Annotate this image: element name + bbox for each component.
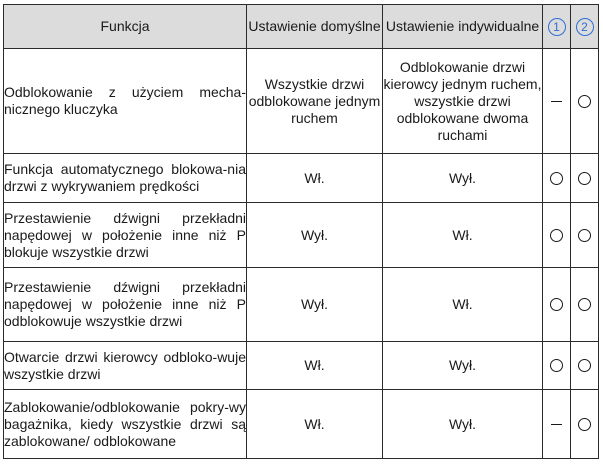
method-1-cell [543,390,571,459]
function-cell: Otwarcie drzwi kierowcy odbloko-wuje wszystkie drzwi [4,342,247,390]
dash-icon [551,101,562,102]
header-default-setting: Ustawienie domyślne [247,5,383,49]
customization-settings-table [3,4,599,459]
individual-setting-cell: Odblokowanie drzwi kierowcy jednym ruchem, wszystkie drzwi odblokowane dwoma ruchami [383,49,543,154]
circle-icon [550,359,563,372]
individual-setting-cell: Wł. [383,268,543,342]
individual-setting-cell: Wył. [383,390,543,459]
default-setting-cell: Wył. [247,268,383,342]
header-method-2 [571,5,599,49]
circle-icon [550,229,563,242]
circle-icon [578,172,591,185]
method-2-cell [571,342,599,390]
method-2-cell [571,203,599,268]
header-individual-setting: Ustawienie indywidualne [383,5,543,49]
circle-icon [578,359,591,372]
circle-icon [550,172,563,185]
method-1-cell [543,49,571,154]
function-cell: Przestawienie dźwigni przekładni napędowej w położenie inne niż P blokuje wszystkie drzwi [4,203,247,268]
circled-number-1-icon: 1 [548,18,566,36]
default-setting-cell: Wszystkie drzwi odblokowane jednym ruchem [247,49,383,154]
method-1-cell [543,268,571,342]
circle-icon [550,298,563,311]
circle-icon [578,418,591,431]
function-cell: Odblokowanie z użyciem mecha-nicznego kluczyka [4,49,247,154]
default-setting-cell: Wł. [247,390,383,459]
method-2-cell [571,390,599,459]
method-2-cell [571,154,599,203]
table-row [4,49,599,154]
method-1-cell [543,154,571,203]
method-1-cell [543,203,571,268]
individual-setting-cell: Wył. [383,154,543,203]
function-cell: Zablokowanie/odblokowanie pokry-wy bagażnika, kiedy wszystkie drzwi są zablokowane/ odblokowane [4,390,247,459]
settings-table-wrapper [3,4,599,459]
table-row [4,390,599,459]
circle-icon [578,95,591,108]
default-setting-cell: Wł. [247,342,383,390]
default-setting-cell: Wł. [247,154,383,203]
default-setting-cell: Wył. [247,203,383,268]
table-row [4,154,599,203]
table-header-row [4,5,599,49]
circle-icon [578,229,591,242]
method-2-cell [571,268,599,342]
method-2-cell [571,49,599,154]
table-row [4,342,599,390]
table-row [4,203,599,268]
individual-setting-cell: Wł. [383,203,543,268]
table-row [4,268,599,342]
header-method-1 [543,5,571,49]
header-function: Funkcja [4,5,247,49]
function-cell: Przestawienie dźwigni przekładni napędowej w położenie inne niż P odblokowuje wszystkie drzwi [4,268,247,342]
function-cell: Funkcja automatycznego blokowa-nia drzwi z wykrywaniem prędkości [4,154,247,203]
circled-number-2-icon: 2 [576,18,594,36]
individual-setting-cell: Wył. [383,342,543,390]
dash-icon [551,424,562,425]
circle-icon [578,298,591,311]
method-1-cell [543,342,571,390]
